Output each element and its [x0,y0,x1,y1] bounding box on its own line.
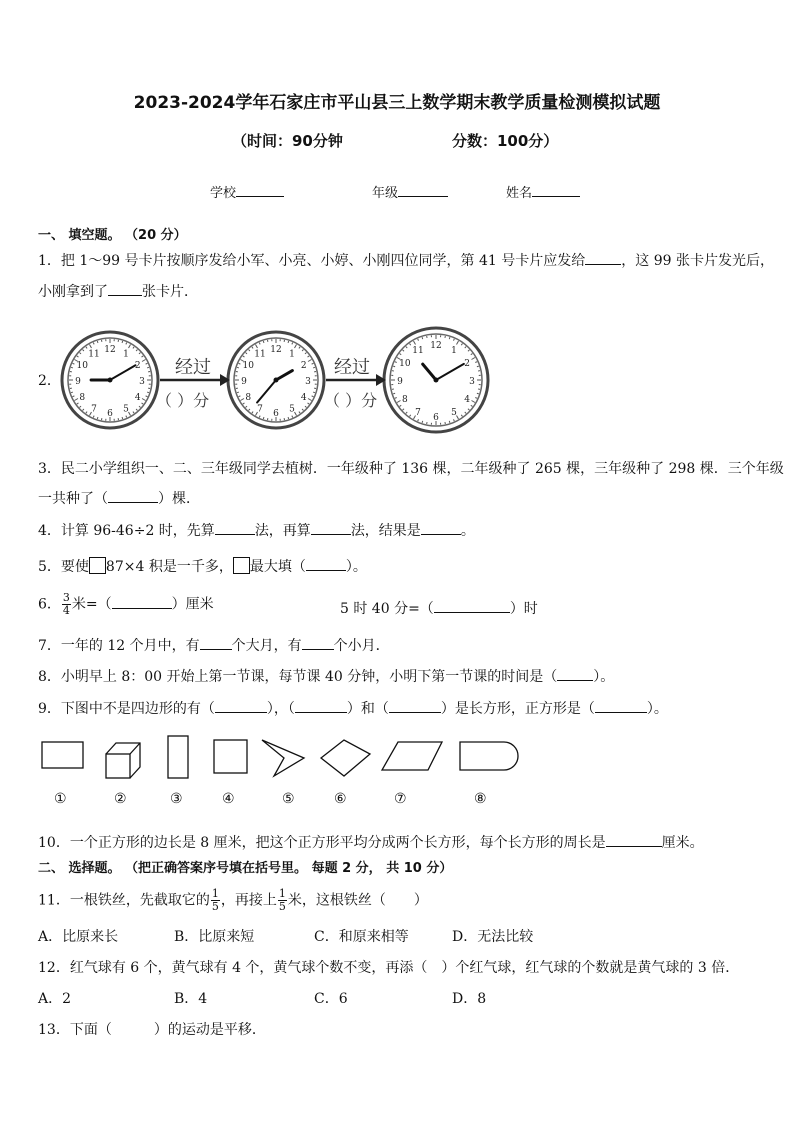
clock-3-numeral: 3 [469,377,475,387]
q6-blank-2[interactable] [434,598,510,613]
minutes-label-1: （ ）分 [156,391,210,410]
shape-3-tall-rectangle [168,736,188,778]
question-5 [38,556,367,576]
clock-3-numeral: 1 [451,345,457,356]
name-blank[interactable] [532,182,580,197]
q11-option-c[interactable]: C．和原来相等 [314,929,409,945]
clock-2-numeral: 6 [273,409,279,419]
clock-1-tick [147,392,149,393]
q4-blank-1[interactable] [215,520,255,535]
exam-time: （时间：90分钟 [232,132,343,150]
q6-text-b: 米=（ [71,596,112,613]
clock-2-numeral: 8 [245,393,252,403]
clock-1-numeral: 10 [76,361,89,371]
shape-label-1: ① [54,791,67,807]
clock-1-tick [71,392,73,393]
passed-label-1: 经过 [175,357,211,378]
clock-1-tick [71,367,73,368]
q11-numerator-2: 1 [278,887,286,900]
clock-1 [62,332,158,428]
clock-2-numeral: 5 [289,404,295,415]
question-3-line-1: 3．民二小学组织一、二、三年级同学去植树．一年级种了 136 棵，二年级种了 265 棵，三年级种了 298 棵．三个年级 [38,461,784,477]
shape-label-5: ⑤ [282,791,295,807]
q4-text-c: 法，结果是 [350,523,421,539]
question-11 [38,888,428,913]
q4-text-d: 。 [460,523,475,539]
clock-2 [228,332,324,428]
question-1-line-2 [38,281,198,301]
school-blank[interactable] [236,182,284,197]
q1-blank-1[interactable] [585,250,621,265]
school-field [210,182,284,201]
q9-blank-4[interactable] [595,698,647,713]
clock-2-tick [313,367,315,368]
school-label: 学校 [210,186,237,201]
q9-blank-2[interactable] [295,698,347,713]
q4-text-a: 4．计算 96-46÷2 时，先算 [38,523,215,539]
grade-blank[interactable] [398,182,448,197]
q11-option-b[interactable]: B．比原来短 [174,929,255,945]
clock-1-numeral: 3 [139,377,145,387]
q11-text-c: 米，这根铁丝（ ） [287,892,428,909]
shape-label-6: ⑥ [334,791,347,807]
q12-option-a[interactable]: A．2 [38,991,72,1007]
clock-3-numeral: 9 [397,377,403,387]
clock-1-pivot [108,378,113,383]
clock-3-numeral: 7 [415,408,421,419]
q3-blank[interactable] [108,488,158,503]
section-1-heading: 一、 填空题。 （20 分） [38,228,187,243]
q9-text-a: 9．下图中不是四边形的有（ [38,701,215,717]
q10-text-a: 10．一个正方形的边长是 8 厘米，把这个正方形平均分成两个长方形，每个长方形的周长是 [38,835,606,851]
q4-text-b: 法，再算 [254,523,311,539]
answer-box-1[interactable] [89,557,106,574]
q2-label: 2． [38,373,61,389]
q5-text-c: 最大填（ [249,559,306,575]
q12-option-c[interactable]: C．6 [314,991,348,1007]
q1-text-c: 小刚拿到了 [38,284,108,300]
clock-1-numeral: 7 [91,404,97,415]
shape-label-3: ③ [170,791,183,807]
clock-2-tick [313,392,315,393]
page-title: 2023-2024学年石家庄市平山县三上数学期末教学质量检测模拟试题 [133,93,661,113]
clock-3-tick [422,421,423,423]
clock-3-tick [449,337,450,339]
grade-label: 年级 [372,186,399,201]
q5-blank[interactable] [306,556,346,571]
shape-6-rhombus [321,740,370,776]
q5-text-a: 5．要使 [38,559,89,575]
fraction-one-fifth-2 [278,888,287,913]
clock-1-tick [97,341,98,343]
q10-blank[interactable] [606,832,662,847]
clock-1-numeral: 1 [123,349,129,360]
fraction-three-quarters [62,592,71,617]
shape-5-arrowhead [262,740,304,776]
q6-numerator: 3 [62,591,70,604]
clock-1-numeral: 11 [88,349,100,360]
clock-3-numeral: 6 [433,413,439,423]
clock-3-numeral: 10 [399,359,411,369]
clock-1-numeral: 5 [123,404,129,415]
shape-label-8: ⑧ [474,791,487,807]
q6-denominator: 4 [62,604,70,617]
clock-1-numeral: 12 [104,345,116,355]
question-8 [38,666,614,686]
q8-text-b: ）。 [593,669,615,685]
clock-3-numeral: 12 [430,341,442,351]
minutes-label-2: （ ）分 [324,391,378,410]
question-12: 12．红气球有 6 个，黄气球有 4 个，黄气球个数不变，再添（ ）个红气球，红气球的个数就是黄气球的 3 倍． [38,960,740,976]
q1-text-d: 张卡片． [142,284,198,300]
q11-denominator-1: 5 [211,900,219,913]
q5-text-d: ）。 [345,559,367,575]
clock-3-tick [393,366,395,367]
q3-text-c: ）棵． [158,491,200,507]
section-2-heading: 二、 选择题。 （把正确答案序号填在括号里。 每题 2 分， 共 10 分） [38,861,453,876]
clock-2-tick [237,392,239,393]
clock-1-numeral: 4 [134,393,141,403]
q5-text-b: 87×4 积是一千多， [105,559,233,575]
shape-label-7: ⑦ [394,791,407,807]
q1-text-a: 1．把 1～99 号卡片按顺序发给小军、小亮、小婷、小刚四位同学，第 41 号卡片应发给 [38,253,586,269]
q3-text-b: 一共种了（ [38,491,108,507]
q6-text-d: 5 时 40 分=（ [340,601,434,617]
q1-text-b: ，这 99 张卡片发光后， [621,253,774,269]
question-13: 13．下面（ ）的运动是平移． [38,1022,266,1038]
clock-3-tick [393,393,395,394]
shape-label-2: ② [114,791,127,807]
clock-3-pivot [434,378,439,383]
q8-blank[interactable] [557,666,593,681]
question-3-line-2 [38,488,200,508]
clock-2-numeral: 1 [289,349,295,360]
q11-numerator-1: 1 [211,887,219,900]
clock-1-numeral: 8 [79,393,86,403]
clock-1-tick [147,367,149,368]
q6-blank-1[interactable] [112,594,172,609]
q8-text-a: 8．小明早上 8：00 开始上第一节课，每节课 40 分钟，小明下第一节课的时间是（ [38,669,558,685]
clocks-figure [60,320,500,440]
clock-2-numeral: 9 [241,377,247,387]
q7-blank-1[interactable] [200,635,232,650]
q11-denominator-2: 5 [278,900,286,913]
clock-2-numeral: 7 [257,404,263,415]
clock-3-numeral: 11 [412,345,424,356]
clock-2-tick [288,417,289,419]
q11-option-d[interactable]: D．无法比较 [452,929,534,945]
clock-1-numeral: 2 [134,361,141,371]
shape-4-square [214,740,247,773]
q11-option-a[interactable]: A．比原来长 [38,929,119,945]
clock-1-tick [122,341,123,343]
question-7 [38,635,390,655]
q9-text-b: ），（ [266,701,295,717]
shape-8-rounded-tag [460,742,518,770]
q10-text-b: 厘米。 [661,835,704,851]
clock-2-numeral: 12 [270,345,282,355]
q4-blank-2[interactable] [311,520,351,535]
shape-2-cube [106,743,140,778]
clock-3-numeral: 8 [401,395,408,405]
q12-option-b[interactable]: B．4 [174,991,208,1007]
clock-2-pivot [274,378,279,383]
fraction-one-fifth-1 [211,888,220,913]
clock-1-tick [97,417,98,419]
q11-text-b: ，再接上 [220,892,277,909]
q9-blank-3[interactable] [389,698,441,713]
clock-2-numeral: 2 [300,361,307,371]
q9-text-d: ）是长方形，正方形是（ [440,701,595,717]
answer-box-2[interactable] [233,557,250,574]
q12-option-d[interactable]: D．8 [452,991,487,1007]
q9-text-e: ）。 [646,701,668,717]
clock-2-numeral: 11 [254,349,266,360]
clock-1-numeral: 6 [107,409,113,419]
q4-blank-3[interactable] [421,520,461,535]
clock-2-numeral: 3 [305,377,311,387]
clock-2-tick [237,367,239,368]
question-1-line-1 [38,250,774,270]
question-6-right [340,598,538,618]
q6-text-c: ）厘米 [171,596,214,613]
shape-1-rectangle [42,742,83,768]
clock-3 [384,328,488,432]
clock-1-numeral: 9 [75,377,81,387]
clock-3-numeral: 4 [464,395,471,405]
clock-3-numeral: 2 [464,359,471,369]
question-9 [38,698,668,718]
q7-text-c: 个小月． [333,638,390,654]
clock-2-tick [263,417,264,419]
clock-2-numeral: 10 [242,361,255,371]
clock-3-tick [477,393,479,394]
exam-score: 分数：100分） [452,132,559,150]
clock-3-numeral: 5 [451,408,457,419]
q6-text-e: ）时 [509,601,538,617]
name-label: 姓名 [506,186,533,201]
q9-blank-1[interactable] [215,698,267,713]
clock-2-numeral: 4 [300,393,307,403]
clock-2-tick [263,341,264,343]
passed-label-2: 经过 [334,357,370,378]
shape-label-4: ④ [222,791,235,807]
shapes-figure [36,734,536,784]
q11-text-a: 11．一根铁丝，先截取它的 [38,892,210,909]
grade-field [372,182,448,201]
clock-2-tick [288,341,289,343]
clock-3-tick [422,337,423,339]
question-4 [38,520,475,540]
question-6-left [38,592,214,617]
question-10 [38,832,704,852]
q6-text-a: 6． [38,596,61,613]
q7-text-b: 个大月，有 [231,638,302,654]
q9-text-c: ）和（ [346,701,389,717]
q1-blank-2[interactable] [108,281,142,296]
clock-3-tick [477,366,479,367]
shape-7-parallelogram [382,742,442,770]
q7-blank-2[interactable] [302,635,334,650]
q7-text-a: 7．一年的 12 个月中，有 [38,638,200,654]
clock-3-tick [449,421,450,423]
clock-1-tick [122,417,123,419]
name-field [506,182,580,201]
